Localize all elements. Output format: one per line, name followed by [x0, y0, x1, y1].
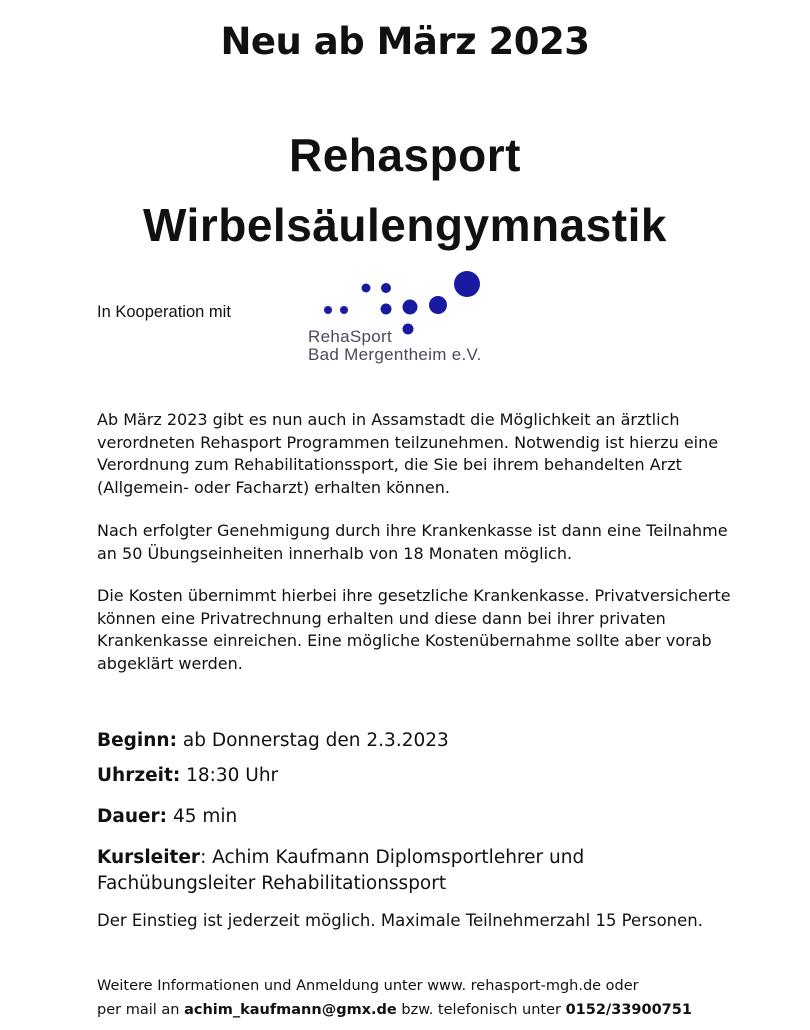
logo-dots [324, 271, 480, 335]
headline: Neu ab März 2023 [220, 20, 590, 63]
logo-dot [429, 296, 447, 314]
beginn-row [97, 730, 449, 751]
footer-middle: bzw. telefonisch unter [396, 1002, 566, 1018]
logo-dot [381, 283, 391, 293]
cooperation-label: In Kooperation mit [97, 303, 231, 321]
note: Der Einstieg ist jederzeit möglich. Maximale Teilnehmerzahl 15 Personen. [97, 911, 703, 930]
footer-line-1: Weitere Informationen und Anmeldung unter www. rehasport-mgh.de oder [97, 978, 639, 994]
kursleiter-row [97, 847, 584, 868]
uhrzeit-label: Uhrzeit: [97, 765, 181, 786]
title-line-1: Rehasport [289, 129, 521, 181]
email-link[interactable]: achim_kaufmann@gmx.de [184, 1002, 397, 1018]
paragraph-intro: Ab März 2023 gibt es nun auch in Assamstadt die Möglichkeit an ärztlich verordneten Rehasport Programmen teilzunehmen. Notwendig ist hierzu eine Verordnung zum Rehabilitationssport, die Sie bei ihrem behandelten Arzt (Allgemein- oder Facharzt) erhalten können. [97, 410, 719, 497]
logo-dot [403, 300, 418, 315]
logo-dot [381, 304, 392, 315]
logo-text-line-1: RehaSport [308, 327, 392, 346]
logo-dot [454, 271, 480, 297]
kursleiter-value: : Achim Kaufmann Diplomsportlehrer und [200, 847, 585, 868]
uhrzeit-value: 18:30 Uhr [180, 765, 279, 786]
logo-dot [362, 284, 371, 293]
beginn-value: ab Donnerstag den 2.3.2023 [176, 730, 449, 751]
beginn-label: Beginn: [97, 730, 177, 751]
kursleiter-row-2: Fachübungsleiter Rehabilitationssport [97, 873, 447, 894]
logo-dot [403, 324, 414, 335]
paragraph-approval: Nach erfolgter Genehmigung durch ihre Krankenkasse ist dann eine Teilnahme an 50 Übungseinheiten innerhalb von 18 Monaten möglich. [97, 521, 728, 563]
logo-text-line-2: Bad Mergentheim e.V. [308, 345, 482, 364]
title-line-2: Wirbelsäulengymnastik [143, 199, 667, 251]
footer-line-2 [97, 1002, 692, 1018]
dauer-label: Dauer: [97, 806, 168, 827]
paragraph-costs: Die Kosten übernimmt hierbei ihre gesetzliche Krankenkasse. Privatversicherte können eine Privatrechnung erhalten und diese dann bei ihrer privaten Krankenkasse einreichen. Eine mögliche Kostenübernahme sollte aber vorab abgeklärt werden. [97, 586, 731, 673]
logo-dot [340, 306, 348, 314]
kursleiter-label: Kursleiter [97, 847, 201, 868]
uhrzeit-row [97, 765, 278, 786]
dauer-value: 45 min [167, 806, 238, 827]
phone-number[interactable]: 0152/33900751 [565, 1002, 692, 1018]
logo-dot [324, 306, 332, 314]
footer-prefix: per mail an [97, 1002, 185, 1018]
dauer-row [97, 806, 237, 827]
